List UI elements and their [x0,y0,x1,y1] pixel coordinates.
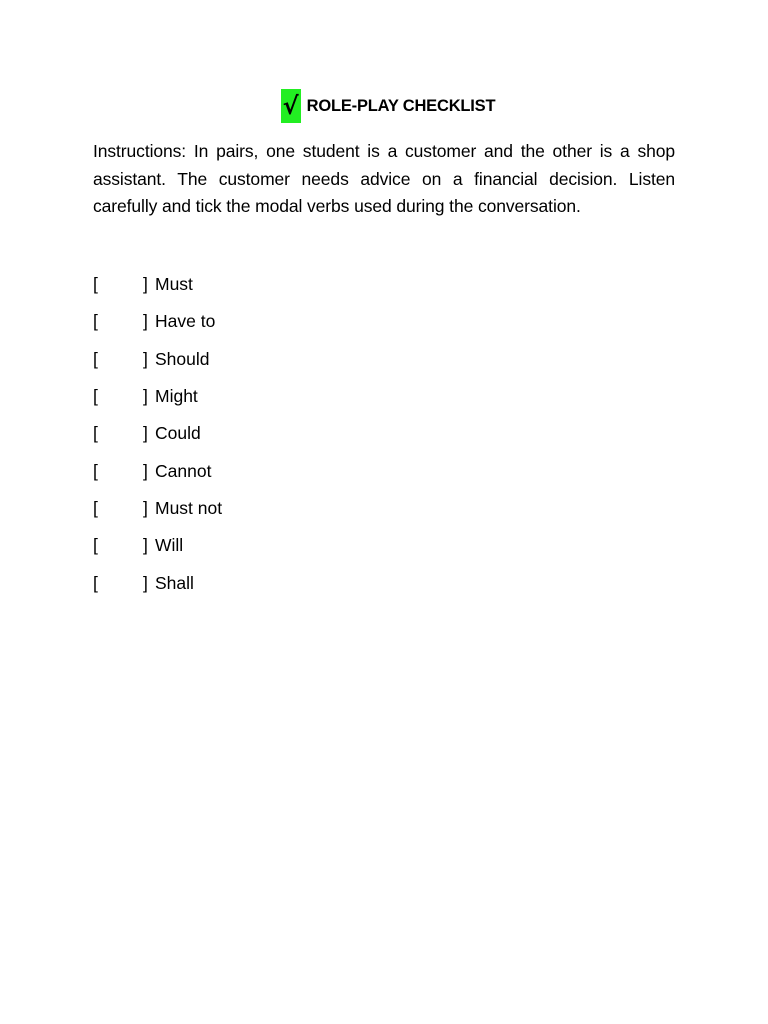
bracket-open: [ [93,423,98,444]
bracket-close: ] [143,460,148,481]
bracket-close: ] [143,348,148,369]
page-title: ROLE-PLAY CHECKLIST [306,96,496,115]
checklist-item-label: Cannot [155,460,212,481]
bracket-open: [ [93,572,98,593]
bracket-close: ] [143,535,148,556]
bracket-open: [ [93,497,98,518]
bracket-open: [ [93,535,98,556]
bracket-close: ] [143,423,148,444]
checklist-item-label: Must not [155,497,223,518]
title-group [281,89,496,123]
bracket-open: [ [93,274,98,295]
checklist-item[interactable] [93,527,493,564]
instructions-paragraph: Instructions: In pairs, one student is a customer and the other is a shop assistant. The customer needs advice on a financial decision. Listen carefully and tick the modal verbs used during the conversation. [93,141,675,216]
checkmark-icon: √ [281,89,301,123]
checklist-item-label: Could [155,423,201,444]
bracket-close: ] [143,274,148,295]
checklist-item[interactable] [93,564,493,601]
bracket-close: ] [143,497,148,518]
checklist-item[interactable] [93,490,493,527]
checklist-item[interactable] [93,415,493,452]
checklist-item[interactable] [93,303,493,340]
bracket-open: [ [93,386,98,407]
checklist-item[interactable] [93,452,493,489]
bracket-close: ] [143,311,148,332]
checklist-item-label: Shall [155,572,194,593]
checklist-item[interactable] [93,378,493,415]
bracket-open: [ [93,348,98,369]
checklist-item-label: Have to [155,311,216,332]
bracket-open: [ [93,460,98,481]
modal-verb-checklist [93,266,493,602]
checklist-item-label: Might [155,386,198,407]
checklist-item[interactable] [93,266,493,303]
bracket-open: [ [93,311,98,332]
title-row [0,88,768,124]
checklist-item-label: Should [155,348,210,369]
bracket-close: ] [143,386,148,407]
bracket-close: ] [143,572,148,593]
checklist-item[interactable] [93,341,493,378]
checklist-item-label: Must [155,274,193,295]
checklist-item-label: Will [155,535,184,556]
